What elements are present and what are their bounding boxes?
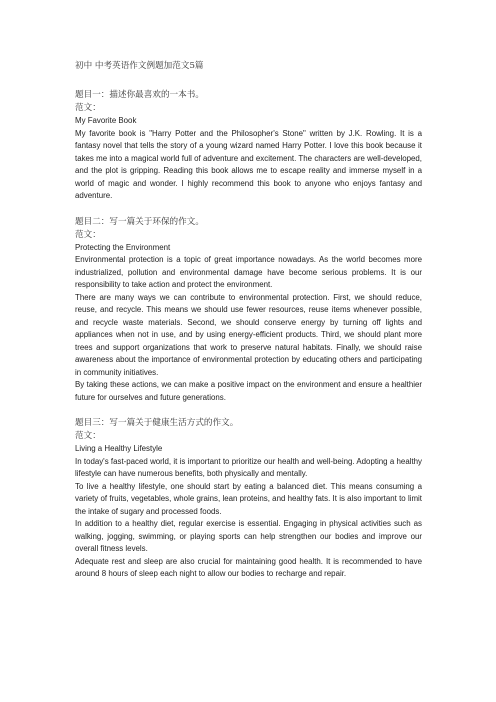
section-2 [75,216,422,405]
section-1 [75,89,422,203]
essay-paragraph: To live a healthy lifestyle, one should start by eating a balanced diet. This means consuming a variety of fruits, vegetables, whole grains, lean proteins, and healthy fats. It is also important to limit the intake of sugary and processed foods. [75,481,422,516]
essay-paragraph: By taking these actions, we can make a positive impact on the environment and ensure a healthier future for ourselves and future generations. [75,380,422,402]
sample-label: 范文： [75,229,101,240]
section-heading: 题目一：描述你最喜欢的一本书。 [75,90,204,100]
essay-paragraph: In addition to a healthy diet, regular exercise is essential. Engaging in physical activities such as walking, jogging, swimming, or playing sports can help strengthen our bodies and improve our overall fitness levels. [75,519,422,553]
document-page [75,60,422,594]
section-3 [75,417,422,581]
essay-paragraph: There are many ways we can contribute to environmental protection. First, we should reduce, reuse, and recycle. This means we should use fewer resources, reuse items whenever possible, and recycle waste materials. Second, we should conserve energy by turning off lights and appliances when not in use, and by using energy-efficient products. Third, we should plant more trees and support organizations that work to preserve natural habitats. Finally, we should raise awareness about the importance of environmental protection by educating others and participating in community initiatives. [75,292,422,377]
essay-paragraph: My favorite book is "Harry Potter and the Philosopher's Stone" written by J.K. Rowling. It is a fantasy novel that tells the story of a young wizard named Harry Potter. I love this book because it takes me into a magical world full of adventure and excitement. The characters are well-developed, and the plot is gripping. Reading this book allows me to escape reality and immerse myself in a world of magic and wonder. I highly recommend this book to anyone who enjoys fantasy and adventure. [75,128,422,200]
sample-label: 范文： [75,103,101,113]
essay-paragraph: In today's fast-paced world, it is important to prioritize our health and well-being. Adopting a healthy lifestyle can have numerous benefits, both physically and mentally. [75,456,422,478]
document-title: 初中 中考英语作文例题加范文5篇 [75,61,204,71]
section-heading: 题目二：写一篇关于环保的作文。 [75,216,204,227]
sample-label: 范文： [75,431,101,441]
essay-title: Protecting the Environment [75,242,171,252]
section-heading: 题目三：写一篇关于健康生活方式的作文。 [75,418,239,428]
essay-paragraph: Environmental protection is a topic of great importance nowadays. As the world becomes more industrialized, pollution and environmental damage have become serious problems. It is our responsibility to take action and protect the environment. [75,255,422,289]
essay-title: Living a Healthy Lifestyle [75,444,163,453]
essay-title: My Favorite Book [75,116,137,125]
essay-paragraph: Adequate rest and sleep are also crucial for maintaining good health. It is recommended to have around 8 hours of sleep each night to allow our bodies to recharge and repair. [75,556,422,578]
